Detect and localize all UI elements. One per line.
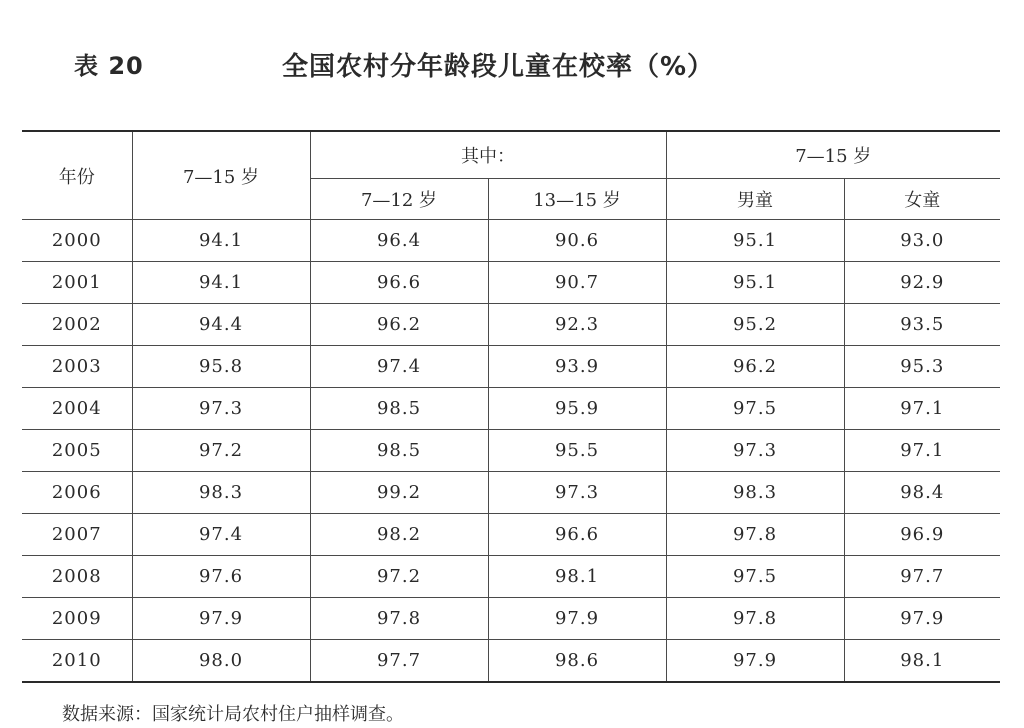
table-row: [22, 598, 1000, 640]
table-title: 全国农村分年龄段儿童在校率（%）: [282, 52, 715, 82]
cell-value-boys: 95.2: [666, 304, 844, 346]
cell-value-girls: 93.0: [844, 220, 1000, 262]
cell-value-total: 97.4: [132, 514, 310, 556]
header-row-1: [22, 131, 1000, 179]
cell-year: 2001: [22, 262, 132, 304]
cell-value-a7_12: 98.5: [310, 388, 488, 430]
cell-value-total: 97.9: [132, 598, 310, 640]
header-age-7-12: 7—12 岁: [310, 179, 488, 220]
cell-year: 2009: [22, 598, 132, 640]
cell-value-girls: 98.4: [844, 472, 1000, 514]
table-row: [22, 472, 1000, 514]
source-note: 数据来源：国家统计局农村住户抽样调查。: [62, 704, 404, 725]
cell-value-a13_15: 93.9: [488, 346, 666, 388]
cell-year: 2002: [22, 304, 132, 346]
cell-value-a7_12: 97.7: [310, 640, 488, 683]
header-gender-range: 7—15 岁: [666, 131, 1000, 179]
cell-value-girls: 93.5: [844, 304, 1000, 346]
header-year: 年份: [22, 131, 132, 220]
cell-value-a13_15: 96.6: [488, 514, 666, 556]
table-row: [22, 304, 1000, 346]
header-girls: 女童: [844, 179, 1000, 220]
cell-value-girls: 95.3: [844, 346, 1000, 388]
cell-value-a7_12: 98.2: [310, 514, 488, 556]
cell-value-a13_15: 90.6: [488, 220, 666, 262]
header-age-13-15: 13—15 岁: [488, 179, 666, 220]
cell-value-a7_12: 97.4: [310, 346, 488, 388]
cell-value-a7_12: 97.2: [310, 556, 488, 598]
table-number: 表 20: [74, 52, 144, 80]
cell-year: 2000: [22, 220, 132, 262]
cell-year: 2006: [22, 472, 132, 514]
cell-value-total: 98.3: [132, 472, 310, 514]
cell-value-a7_12: 96.4: [310, 220, 488, 262]
cell-value-total: 94.1: [132, 262, 310, 304]
cell-value-a13_15: 90.7: [488, 262, 666, 304]
cell-value-total: 94.1: [132, 220, 310, 262]
cell-value-boys: 98.3: [666, 472, 844, 514]
cell-value-a7_12: 98.5: [310, 430, 488, 472]
cell-value-girls: 96.9: [844, 514, 1000, 556]
table-row: [22, 388, 1000, 430]
cell-value-total: 94.4: [132, 304, 310, 346]
header-of-which: 其中：: [310, 131, 666, 179]
cell-value-girls: 98.1: [844, 640, 1000, 683]
title-row: [0, 40, 1024, 90]
cell-year: 2008: [22, 556, 132, 598]
cell-value-boys: 95.1: [666, 220, 844, 262]
cell-value-girls: 97.1: [844, 430, 1000, 472]
cell-year: 2010: [22, 640, 132, 683]
cell-value-a13_15: 98.1: [488, 556, 666, 598]
cell-value-total: 97.6: [132, 556, 310, 598]
header-total-range: 7—15 岁: [132, 131, 310, 220]
cell-value-boys: 97.8: [666, 598, 844, 640]
cell-value-a13_15: 97.9: [488, 598, 666, 640]
cell-value-a13_15: 95.5: [488, 430, 666, 472]
cell-value-boys: 97.5: [666, 388, 844, 430]
cell-value-a7_12: 97.8: [310, 598, 488, 640]
cell-value-a7_12: 96.6: [310, 262, 488, 304]
cell-value-girls: 97.1: [844, 388, 1000, 430]
table-row: [22, 430, 1000, 472]
cell-value-a13_15: 92.3: [488, 304, 666, 346]
cell-value-total: 97.2: [132, 430, 310, 472]
cell-value-total: 97.3: [132, 388, 310, 430]
cell-value-girls: 97.7: [844, 556, 1000, 598]
cell-value-boys: 97.9: [666, 640, 844, 683]
cell-value-boys: 97.3: [666, 430, 844, 472]
cell-value-boys: 97.5: [666, 556, 844, 598]
cell-value-boys: 97.8: [666, 514, 844, 556]
table-row: [22, 514, 1000, 556]
table-row: [22, 220, 1000, 262]
cell-year: 2007: [22, 514, 132, 556]
cell-value-a13_15: 98.6: [488, 640, 666, 683]
cell-value-girls: 92.9: [844, 262, 1000, 304]
table-row: [22, 262, 1000, 304]
table-body: [22, 220, 1000, 683]
cell-year: 2004: [22, 388, 132, 430]
cell-value-a7_12: 96.2: [310, 304, 488, 346]
cell-year: 2005: [22, 430, 132, 472]
table-row: [22, 556, 1000, 598]
cell-value-total: 98.0: [132, 640, 310, 683]
cell-value-total: 95.8: [132, 346, 310, 388]
cell-value-boys: 96.2: [666, 346, 844, 388]
cell-value-girls: 97.9: [844, 598, 1000, 640]
cell-year: 2003: [22, 346, 132, 388]
cell-value-a13_15: 97.3: [488, 472, 666, 514]
enrollment-table: [22, 130, 1000, 683]
cell-value-a7_12: 99.2: [310, 472, 488, 514]
cell-value-a13_15: 95.9: [488, 388, 666, 430]
table-row: [22, 346, 1000, 388]
table-row: [22, 640, 1000, 683]
header-boys: 男童: [666, 179, 844, 220]
cell-value-boys: 95.1: [666, 262, 844, 304]
